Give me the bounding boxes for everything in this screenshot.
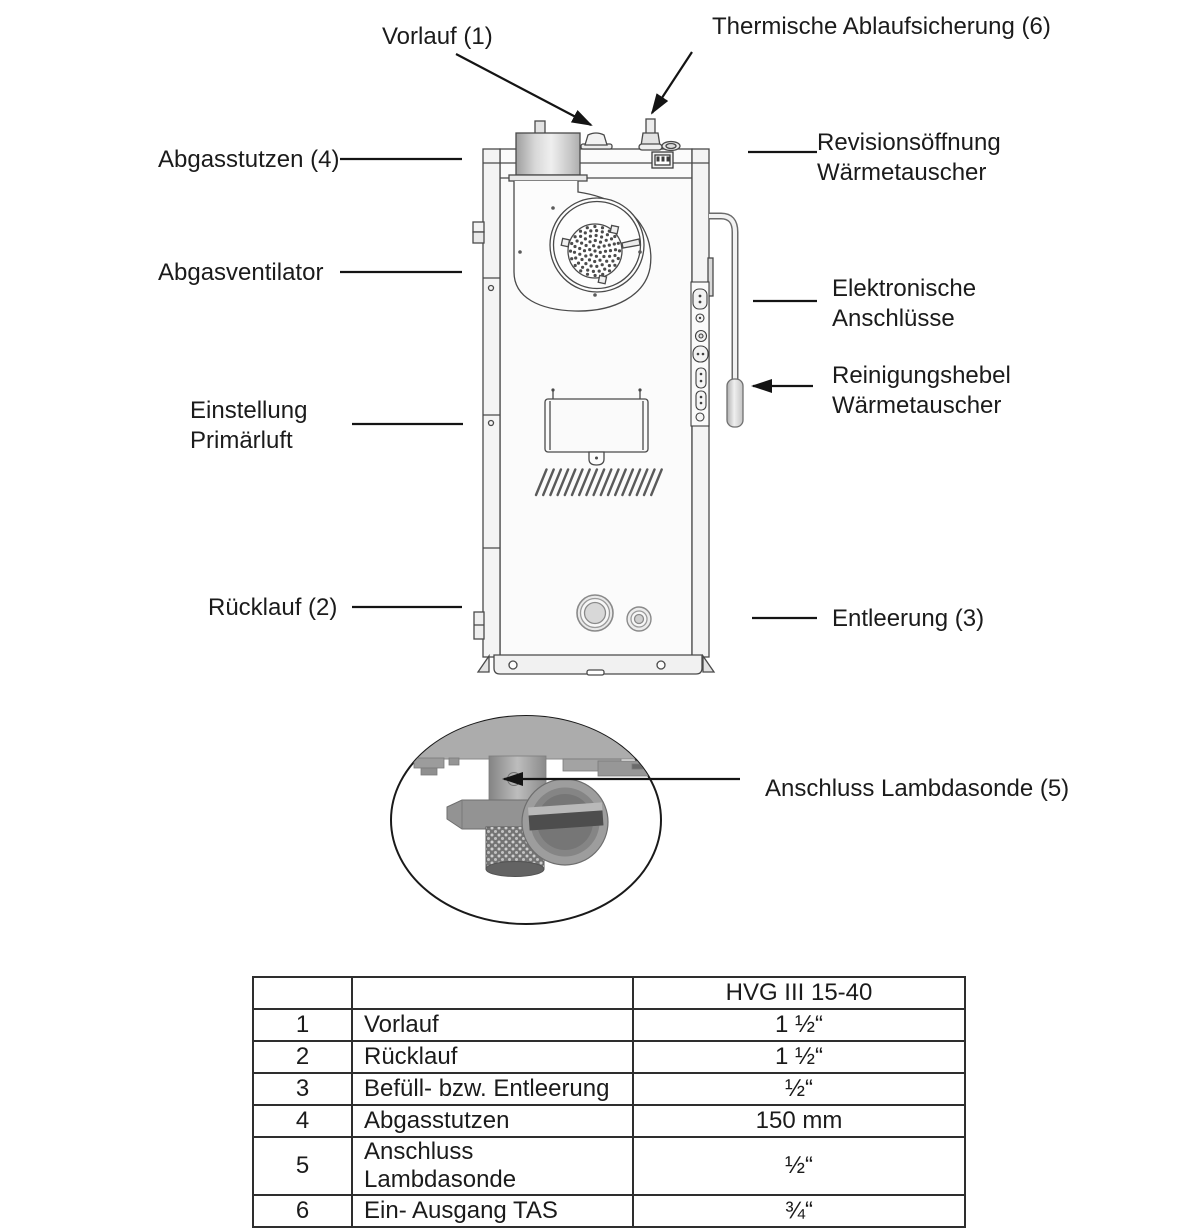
header-cell (253, 977, 352, 1009)
lambda-detail-view (388, 712, 666, 924)
label-line: Revisionsöffnung (817, 129, 1001, 156)
drain-port (627, 607, 651, 631)
label-elektronische-anschluesse (832, 274, 976, 334)
label-ruecklauf: Rücklauf (2) (208, 594, 338, 621)
boiler-left-column (483, 149, 500, 657)
flange-disc (522, 779, 608, 865)
fan-screw (561, 238, 569, 246)
label-line: Einstellung (190, 397, 308, 424)
return-port (577, 595, 613, 631)
label-vorlauf: Vorlauf (1) (382, 23, 493, 50)
header-cell (352, 977, 633, 1009)
header-cell-model: HVG III 15-40 (633, 977, 965, 1009)
pill-connector (696, 391, 706, 410)
label-line: Wärmetauscher (832, 392, 1002, 419)
label-abgasventilator: Abgasventilator (158, 259, 324, 286)
table-cell: Abgasstutzen (352, 1105, 633, 1137)
label-anschluss-lambdasonde: Anschluss Lambdasonde (5) (765, 775, 1070, 802)
spec-table (252, 976, 966, 1228)
label-revisionsoeffnung (817, 128, 1001, 188)
table-cell: Vorlauf (352, 1009, 633, 1041)
pill-connector (696, 368, 706, 388)
boiler-front-drawing (473, 119, 743, 675)
fan-screw (598, 275, 606, 283)
table-cell: Anschluss Lambdasonde (352, 1137, 633, 1195)
table-header-row (253, 977, 965, 1009)
tas-arrow (652, 52, 692, 113)
label-reinigungshebel (832, 361, 1011, 421)
vorlauf-arrow (456, 54, 591, 125)
flue-outlet (509, 121, 587, 181)
table-row (253, 1009, 965, 1041)
spec-table-body (253, 1009, 965, 1227)
table-cell: 5 (253, 1137, 352, 1195)
dsub-connector (693, 289, 707, 309)
fan-screw (610, 225, 618, 233)
table-cell: 1 (253, 1009, 352, 1041)
round-connector (696, 413, 704, 421)
label-abgasstutzen: Abgasstutzen (4) (158, 146, 340, 173)
cleaning-lever (709, 216, 743, 427)
table-row (253, 1041, 965, 1073)
table-cell: 4 (253, 1105, 352, 1137)
label-line: Reinigungshebel (832, 362, 1011, 389)
table-cell: ½“ (633, 1073, 965, 1105)
label-thermische-ablaufsicherung: Thermische Ablaufsicherung (6) (712, 13, 1051, 40)
label-line: Wärmetauscher (817, 159, 987, 186)
lever-handle (727, 379, 743, 427)
base-frame (478, 655, 714, 675)
bolt-icon (657, 661, 665, 669)
dip-switch (652, 152, 673, 168)
table-cell: ¾“ (633, 1195, 965, 1227)
table-row (253, 1073, 965, 1105)
table-cell: 3 (253, 1073, 352, 1105)
table-cell: ½“ (633, 1137, 965, 1195)
table-row (253, 1105, 965, 1137)
label-einstellung-primaerluft (190, 396, 307, 456)
label-line: Primärluft (190, 427, 293, 454)
table-cell: Rücklauf (352, 1041, 633, 1073)
table-cell: Ein- Ausgang TAS (352, 1195, 633, 1227)
table-cell: 1 ½“ (633, 1009, 965, 1041)
bolt-icon (509, 661, 517, 669)
label-line: Elektronische (832, 275, 977, 302)
flow-port (581, 133, 612, 149)
table-cell: 1 ½“ (633, 1041, 965, 1073)
electronics-panel (691, 282, 709, 426)
label-entleerung: Entleerung (3) (832, 605, 985, 632)
table-cell: 6 (253, 1195, 352, 1227)
table-row (253, 1137, 965, 1195)
table-cell: 150 mm (633, 1105, 965, 1137)
table-cell: Befüll- bzw. Entleerung (352, 1073, 633, 1105)
label-line: Anschlüsse (832, 305, 955, 332)
table-cell: 2 (253, 1041, 352, 1073)
tas-fitting (639, 119, 662, 150)
dsub-connector (693, 346, 708, 362)
